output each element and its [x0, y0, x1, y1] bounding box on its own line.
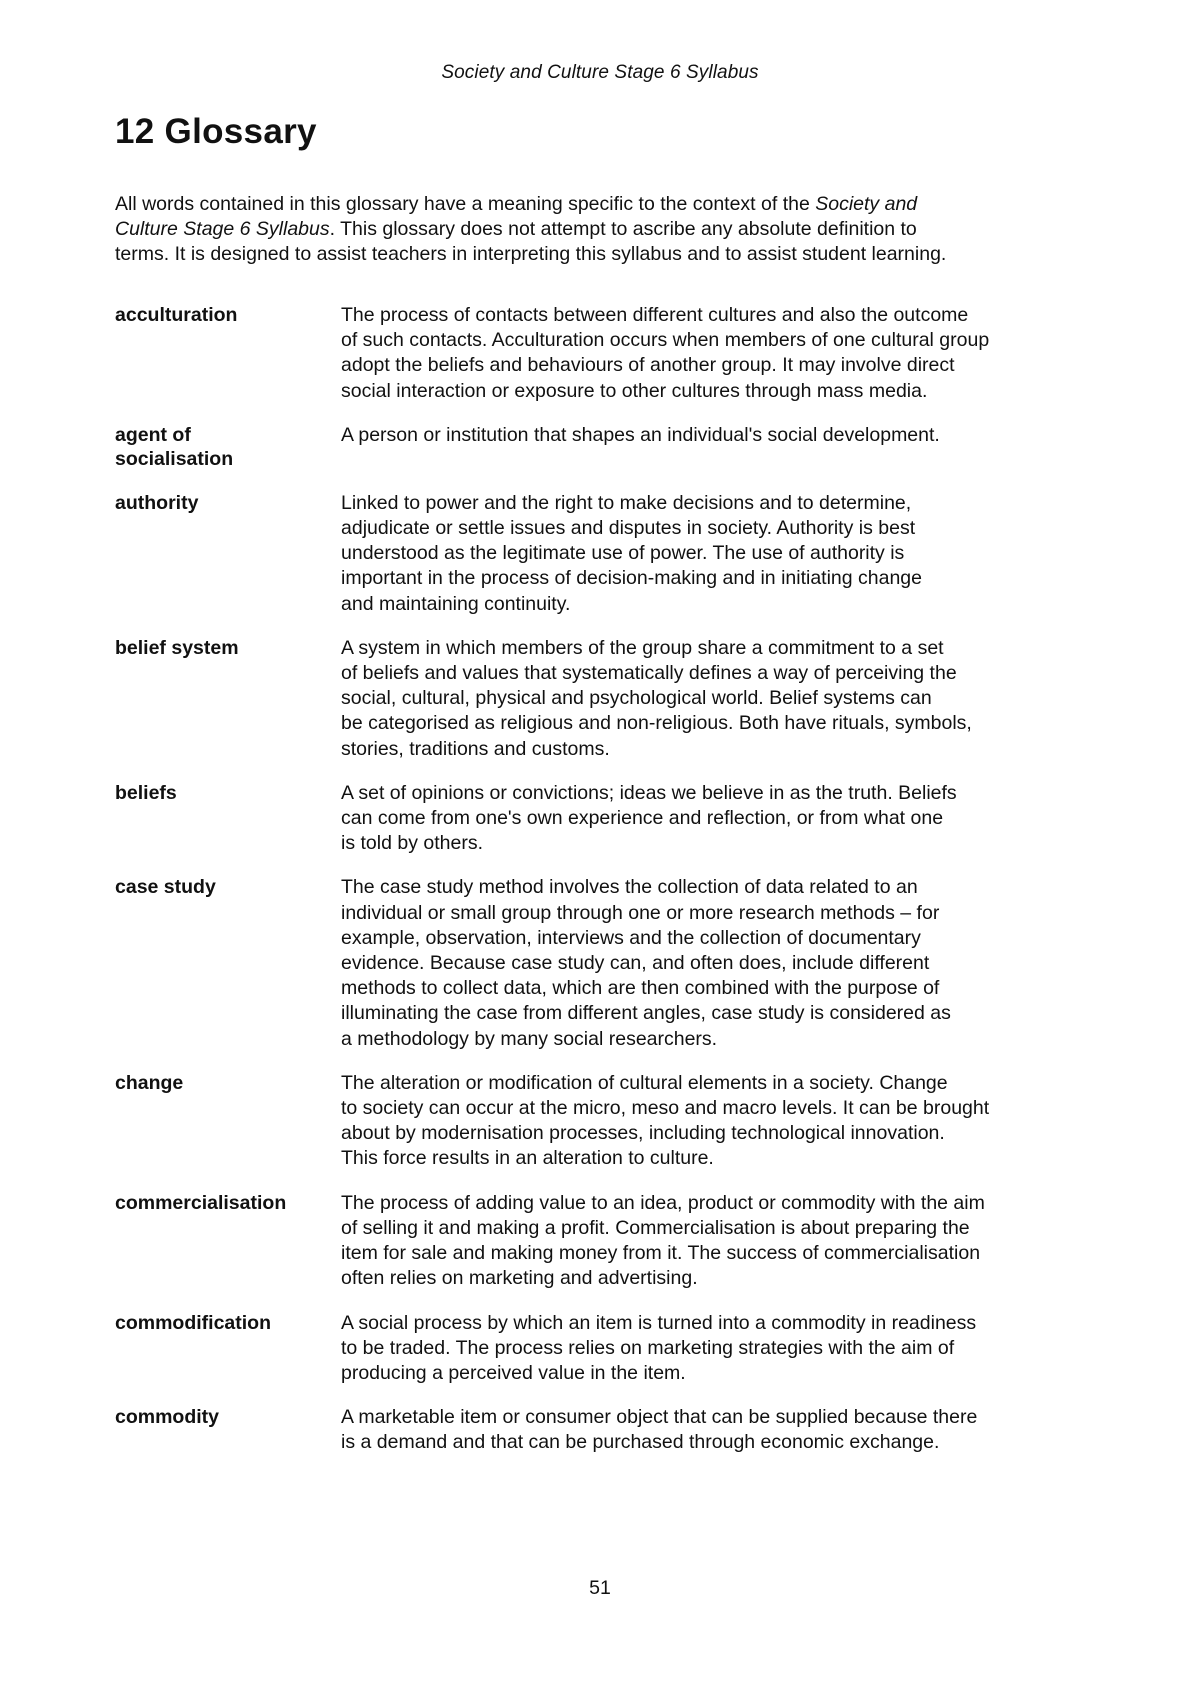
glossary-definition: Linked to power and the right to make decisions and to determine, adjudicate or settle issues and disputes in society. Authority is best understood as the legitimate use of power. The use of authority is important in the process of decision-making and in initiating change and maintaining continuity. — [341, 491, 923, 615]
glossary-definition: A social process by which an item is turned into a commodity in readiness to be traded. The process relies on marketing strategies with the aim of producing a perceived value in the item. — [341, 1311, 977, 1384]
glossary-entry — [115, 1071, 1090, 1172]
glossary-definition: The case study method involves the collection of data related to an individual or small group through one or more research methods – for example, observation, interviews and the collection of documentary evidence. Because case study can, and often does, include different methods to collect data, which are then combined with the purpose of illuminating the case from different angles, case study is considered as a methodology by many social researchers. — [341, 876, 951, 1050]
glossary-entry — [115, 1191, 1090, 1292]
intro-text-3: . This glossary does not attempt to ascribe any absolute definition to terms. It is designed to assist teachers in interpreting this syllabus and to assist student learning. — [115, 218, 947, 265]
glossary-definition: A system in which members of the group share a commitment to a set of beliefs and values that systematically defines a way of perceiving the social, cultural, physical and psychological world. Belief systems can be categorised as religious and non-religious. Both have rituals, symbols, stories, traditions and customs. — [341, 636, 972, 760]
intro-italic-2: Culture Stage 6 Syllabus — [115, 218, 330, 240]
glossary-term: commercialisation — [115, 1191, 287, 1214]
glossary-list — [115, 303, 1090, 1475]
glossary-definition: A person or institution that shapes an individual's social development. — [341, 423, 940, 446]
glossary-entry — [115, 491, 1090, 617]
glossary-definition: A set of opinions or convictions; ideas we believe in as the truth. Beliefs can come from one's own experience and reflection, or from what one is told by others. — [341, 781, 957, 855]
glossary-definition: The alteration or modification of cultural elements in a society. Change to society can occur at the micro, meso and macro levels. It can be brought about by modernisation processes, including technological innovation. This force results in an alteration to culture. — [341, 1071, 990, 1170]
glossary-term: commodity — [115, 1406, 220, 1429]
glossary-term: commodification — [115, 1311, 272, 1334]
intro-italic-1: Society and — [815, 193, 918, 215]
glossary-entry — [115, 781, 1090, 857]
glossary-term: beliefs — [115, 781, 177, 804]
glossary-entry — [115, 303, 1090, 404]
glossary-term: change — [115, 1071, 184, 1094]
glossary-definition: The process of adding value to an idea, product or commodity with the aim of selling it and making a profit. Commercialisation is about preparing the item for sale and making money from it. The success of commercialisation often relies on marketing and advertising. — [341, 1191, 985, 1290]
glossary-term: agent of socialisation — [115, 423, 234, 471]
page-title: 12 Glossary — [115, 112, 317, 151]
glossary-entry — [115, 636, 1090, 762]
glossary-entry — [115, 1405, 1090, 1455]
running-header: Society and Culture Stage 6 Syllabus — [441, 62, 759, 83]
glossary-definition: A marketable item or consumer object that can be supplied because there is a demand and that can be purchased through economic exchange. — [341, 1406, 978, 1454]
glossary-term: belief system — [115, 636, 239, 659]
glossary-entry — [115, 423, 1090, 472]
glossary-term: authority — [115, 491, 199, 514]
glossary-entry — [115, 875, 1090, 1051]
intro-text-1: All words contained in this glossary have a meaning specific to the context of the — [115, 193, 816, 215]
glossary-entry — [115, 1311, 1090, 1387]
intro-paragraph — [115, 192, 1075, 267]
page-number: 51 — [589, 1577, 611, 1599]
glossary-term: case study — [115, 876, 216, 899]
glossary-definition: The process of contacts between different cultures and also the outcome of such contacts. Acculturation occurs when members of one cultural group adopt the beliefs and behaviours of another group. It may involve direct social interaction or exposure to other cultures through mass media. — [341, 304, 990, 402]
glossary-term: acculturation — [115, 304, 238, 326]
